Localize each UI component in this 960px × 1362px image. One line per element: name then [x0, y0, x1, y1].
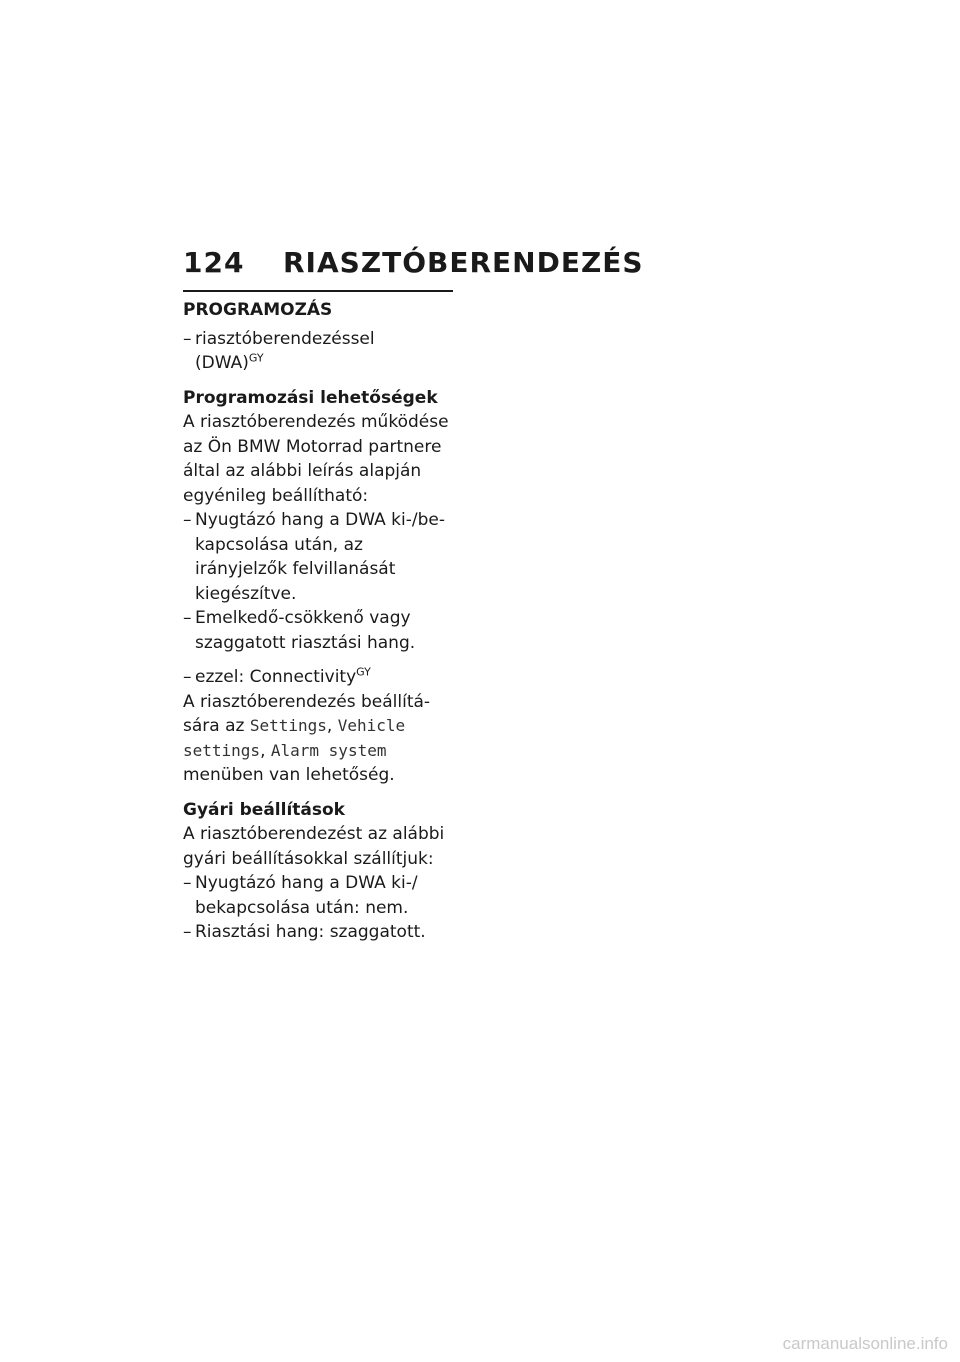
factory-item-2: – Riasztási hang: szaggatott.	[183, 920, 453, 945]
menu-alarm-system: Alarm system	[270, 740, 387, 760]
menu-settings: Settings	[249, 716, 327, 735]
settings-text-after: menüben van lehetőség.	[183, 765, 395, 785]
factory-title: Gyári beállítások	[183, 799, 345, 820]
page-number: 124	[183, 246, 245, 279]
requirement-dwa	[183, 327, 453, 376]
requirement-connectivity	[183, 665, 453, 690]
settings-text-before: A riasztóberendezés beállítására az	[183, 691, 431, 736]
chapter-title: RIASZTÓBERENDEZÉS	[283, 246, 644, 279]
options-intro: A riasztóberendezés működése az Ön BMW Motorrad partnere által az alábbi leírás alapján egyénileg beállítható:	[183, 412, 449, 506]
page-content	[183, 290, 453, 945]
page-header	[183, 246, 644, 279]
settings-paragraph: A riasztóberendezés beállítására az Settings, Vehicle settings, Alarm system menüben van lehetőség.	[183, 691, 431, 785]
requirement-dwa-line1: riasztóberendezéssel	[195, 328, 375, 349]
option-item-2: – Emelkedő-csökkenő vagy szaggatott riasztási hang.	[183, 606, 453, 655]
menu-vehicle-settings: Vehicle settings	[183, 716, 406, 760]
factory-intro: A riasztóberendezést az alábbi gyári beállításokkal szállítjuk:	[183, 824, 445, 869]
requirement-connectivity-text: ezzel: Connectivity	[195, 667, 357, 687]
requirement-connectivity-sup: GY	[356, 665, 371, 679]
factory-item-1: – Nyugtázó hang a DWA ki-/ bekapcsolása után: nem.	[183, 871, 453, 920]
requirement-dwa-sup: GY	[248, 351, 264, 365]
requirement-dwa-line2: (DWA)	[195, 353, 249, 373]
watermark: carmanualsonline.info	[782, 1334, 948, 1353]
option-item-1: – Nyugtázó hang a DWA ki-/bekapcsolása után, az irányjelzők felvillanását kiegészítve.	[183, 508, 453, 606]
section-title: PROGRAMOZÁS	[183, 290, 453, 323]
options-title: Programozási lehetőségek	[183, 387, 438, 408]
